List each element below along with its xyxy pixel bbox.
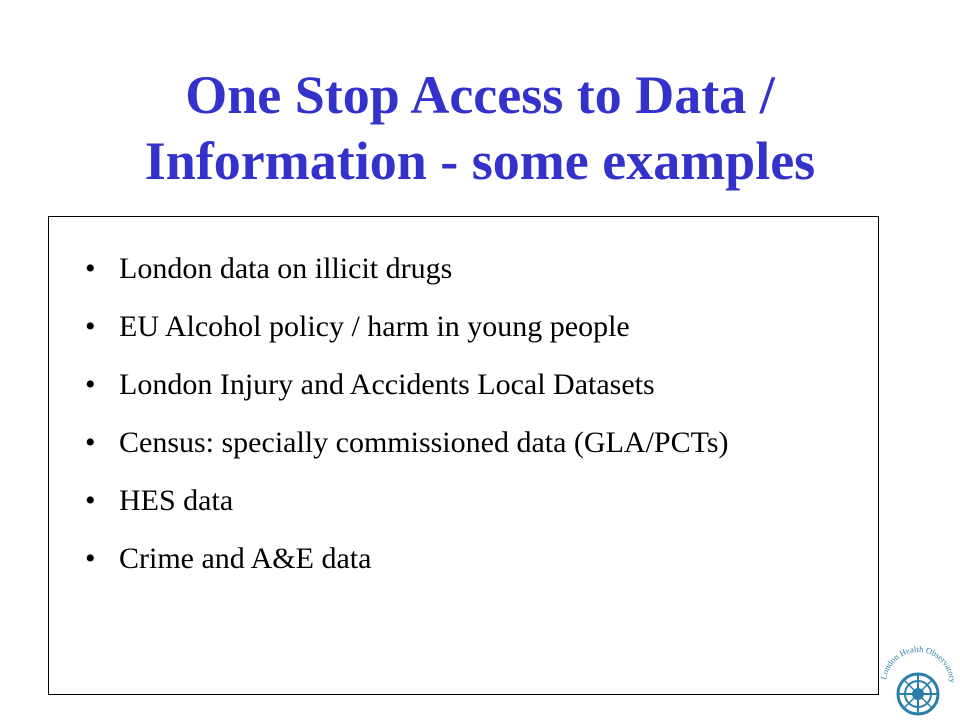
content-box: [48, 216, 879, 695]
bullet-item: [85, 425, 865, 461]
slide-title-line-1: One Stop Access to Data /: [185, 65, 775, 125]
bullet-dot-icon: •: [85, 310, 96, 343]
bullet-text: London data on illicit drugs: [119, 252, 453, 285]
bullet-text: EU Alcohol policy / harm in young people: [119, 310, 630, 343]
bullet-item: [85, 541, 865, 577]
logo-text: London Health Observatory: [878, 643, 958, 684]
bullet-dot-icon: •: [85, 484, 96, 517]
bullet-dot-icon: •: [85, 252, 96, 285]
bullet-dot-icon: •: [85, 368, 96, 401]
slide-title: [0, 62, 960, 194]
bullet-item: [85, 309, 865, 345]
bullet-item: [85, 367, 865, 403]
bullet-text: HES data: [119, 484, 234, 517]
bullet-text: London Injury and Accidents Local Datasets: [119, 368, 655, 401]
bullet-dot-icon: •: [85, 426, 96, 459]
bullet-dot-icon: •: [85, 542, 96, 575]
bullet-item: [85, 483, 865, 519]
bullet-text: Crime and A&E data: [119, 542, 372, 575]
bullet-list: [85, 251, 865, 599]
london-health-observatory-logo-icon: [876, 632, 958, 718]
bullet-item: [85, 251, 865, 287]
slide-title-line-2: Information - some examples: [144, 131, 816, 191]
bullet-text: Census: specially commissioned data (GLA/PCTs): [119, 426, 729, 459]
